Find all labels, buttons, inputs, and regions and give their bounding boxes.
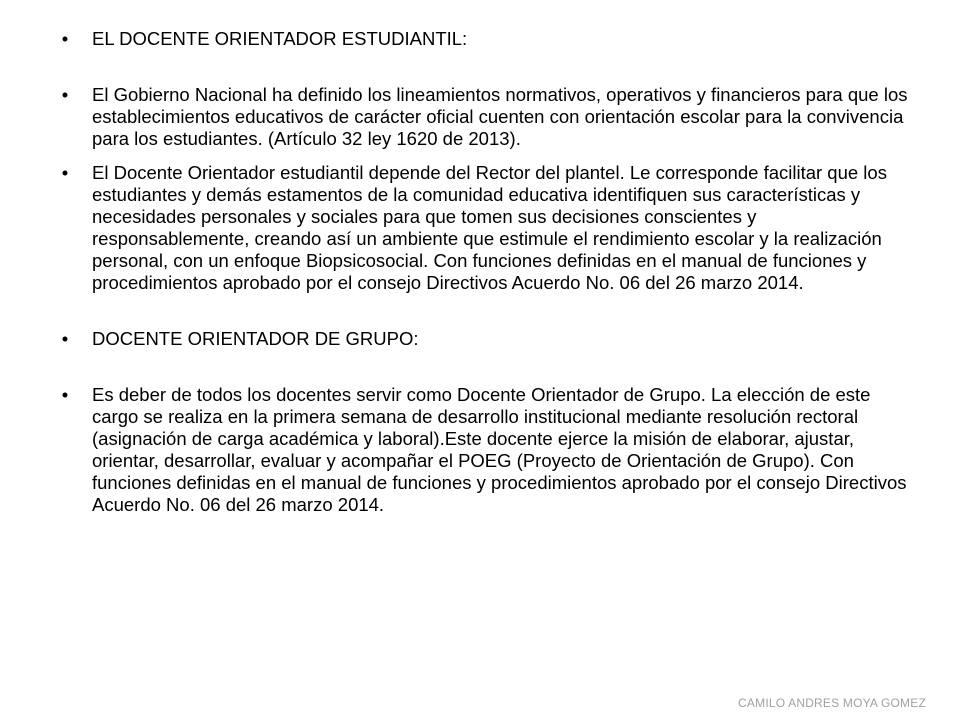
bullet-text: DOCENTE ORIENTADOR DE GRUPO: bbox=[92, 328, 419, 349]
bullet-icon: • bbox=[61, 28, 69, 49]
bullet-list bbox=[58, 28, 918, 516]
bullet-icon: • bbox=[61, 328, 69, 349]
bullet-icon: • bbox=[61, 384, 69, 405]
bullet-item-deber-docentes bbox=[58, 384, 918, 516]
bullet-icon: • bbox=[61, 84, 69, 105]
bullet-item-heading-grupo bbox=[58, 328, 918, 350]
bullet-item-docente-orientador bbox=[58, 162, 918, 294]
bullet-text: EL DOCENTE ORIENTADOR ESTUDIANTIL: bbox=[92, 28, 468, 49]
bullet-item-heading-estudiantil bbox=[58, 28, 918, 50]
footer-author: CAMILO ANDRES MOYA GOMEZ bbox=[738, 696, 926, 710]
bullet-text: Es deber de todos los docentes servir como Docente Orientador de Grupo. La elección de este cargo se realiza en la primera semana de desarrollo institucional mediante resolución rectoral (asignación de carga académica y laboral).Este docente ejerce la misión de elaborar, ajustar, orientar, desarrollar, evaluar y acompañar el POEG (Proyecto de Orientación de Grupo). Con funciones definidas en el manual de funciones y procedimientos aprobado por el consejo Directivos Acuerdo No. 06 del 26 marzo 2014. bbox=[92, 384, 907, 515]
bullet-text: El Docente Orientador estudiantil depende del Rector del plantel. Le corresponde facilitar que los estudiantes y demás estamentos de la comunidad educativa identifiquen sus características y necesidades personales y sociales para que tomen sus decisiones conscientes y responsablemente, creando así un ambiente que estimule el rendimiento escolar y la realización personal, con un enfoque Biopsicosocial. Con funciones definidas en el manual de funciones y procedimientos aprobado por el consejo Directivos Acuerdo No. 06 del 26 marzo 2014. bbox=[92, 162, 887, 293]
bullet-item-gobierno-nacional bbox=[58, 84, 918, 150]
bullet-text: El Gobierno Nacional ha definido los lineamientos normativos, operativos y financieros para que los establecimientos educativos de carácter oficial cuenten con orientación escolar para la convivencia para los estudiantes. (Artículo 32 ley 1620 de 2013). bbox=[92, 84, 908, 149]
bullet-icon: • bbox=[61, 162, 69, 183]
